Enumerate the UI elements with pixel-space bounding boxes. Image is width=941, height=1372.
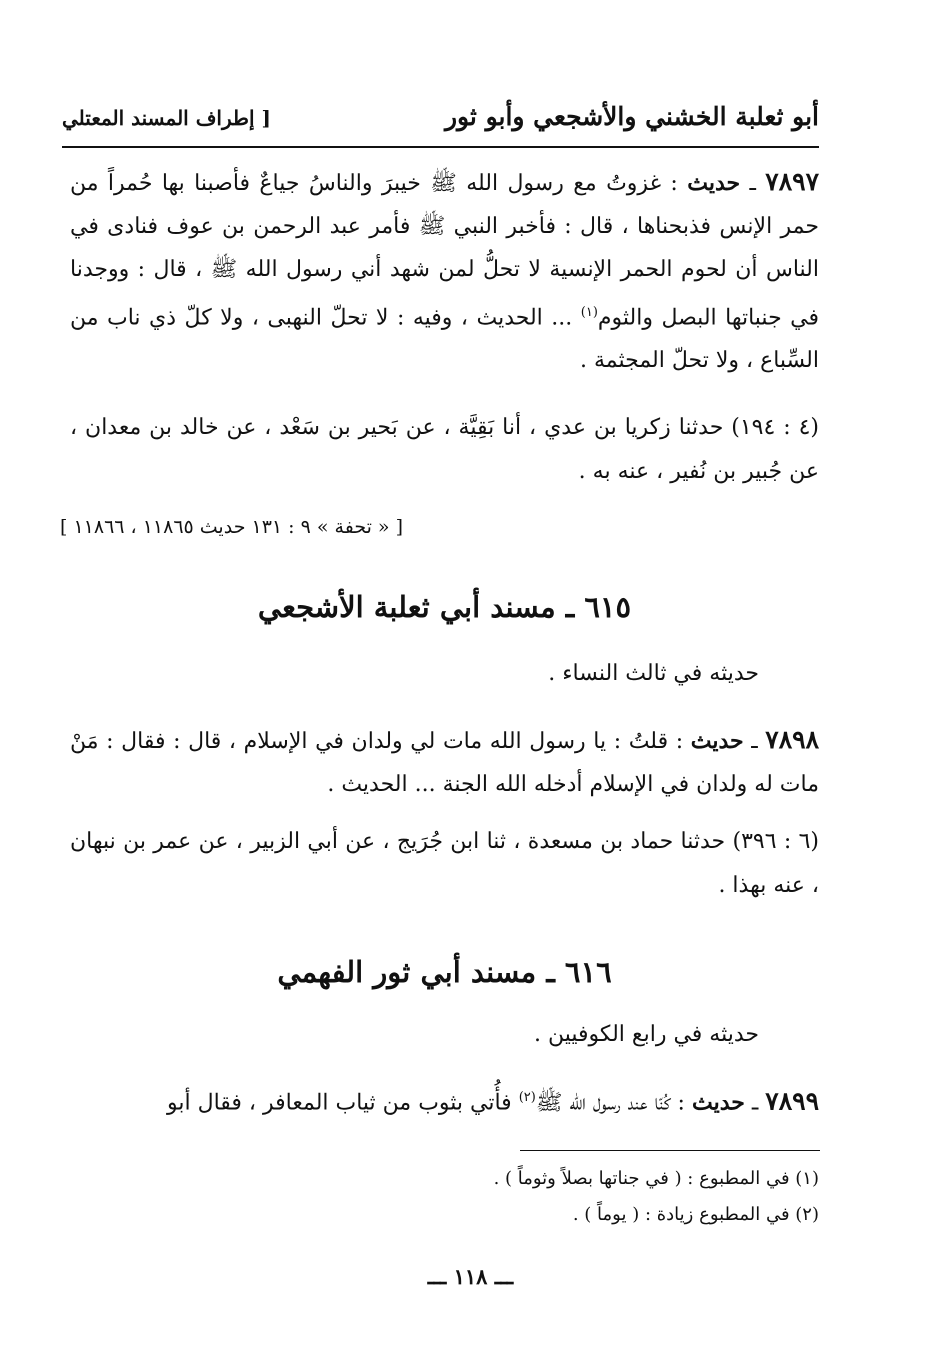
section-heading-615: ٦١٥ ـ مسند أبي ثعلبة الأشجعي <box>257 590 632 624</box>
hadith-dash: ـ <box>743 729 766 754</box>
hadith-7898 <box>70 718 819 806</box>
header-book-title: [ إطراف المسند المعتلي <box>62 106 271 130</box>
header-chapter-title: أبو ثعلبة الخشني والأشجعي وأبو ثور <box>444 102 819 131</box>
footnote-2: (٢) في المطبوع زيادة : ( يوماً ) . <box>572 1204 819 1225</box>
hadith-keyword: حديث <box>687 170 741 196</box>
header-divider <box>62 146 819 148</box>
footnote-divider <box>520 1150 820 1151</box>
hadith-text-continued: فأُتي بثوب من ثياب المعافر ، فقال أبو <box>166 1090 519 1116</box>
hadith-text: : غزوتُ مع رسول الله ﷺ خيبرَ والناسُ جياعٌ فأصبنا بها حُمراً من حمر الإنس فذبحناها ، قال : فأخبر النبي ﷺ فأمر عبد الرحمن بن عوف فنادى في الناس أن لحوم الحمر الإنسية لا تحلُّ لمن شهد أني رسول الله ﷺ ، قال : ووجدنا في جنباتها البصل والثوم <box>70 171 820 331</box>
hadith-keyword: حديث <box>690 728 744 754</box>
isnad-7898: (٦ : ٣٩٦) حدثنا حماد بن مسعدة ، ثنا ابن جُرَيج ، عن أبي الزبير ، عن عمر بن نبهان ، عنه بهذا . <box>70 829 819 898</box>
hadith-dash: ـ <box>740 171 766 196</box>
hadith-7897 <box>70 160 819 382</box>
footnote-marker: (١) <box>580 305 598 320</box>
running-header <box>62 100 819 144</box>
hadith-dash: ـ <box>744 1090 766 1116</box>
tuhfa-reference: [ « تحفة » ٩ : ١٣١ حديث ١١٨٦٥ ، ١١٨٦٦ ] <box>60 516 403 538</box>
isnad-7897: (٤ : ١٩٤) حدثنا زكريا بن عدي ، أنا بَقِيَّة ، عن بَحير بن سَعْد ، عن خالد بن معدان ، عن جُبير بن نُفير ، عنه به . <box>70 415 819 484</box>
section-subtitle-615: حديثه في ثالث النساء . <box>548 661 759 686</box>
footnote-marker: (٢) <box>518 1090 536 1105</box>
hadith-7899 <box>70 1076 819 1124</box>
footnote-1: (١) في المطبوع : ( في جناتها بصلاً وثوماً ) . <box>493 1168 819 1189</box>
hadith-text-continued: ... الحديث ، وفيه : لا تحلّ النهبى ، ولا كلّ ذي ناب من السِّباع ، ولا تحلّ المجثمة . <box>70 305 819 374</box>
hadith-number: ٧٨٩٨ <box>765 725 820 754</box>
page-number: ـــ ١١٨ ـــ <box>427 1264 514 1289</box>
section-heading-616: ٦١٦ ـ مسند أبي ثور الفهمي <box>277 955 612 989</box>
hadith-keyword: حديث <box>691 1089 745 1116</box>
hadith-text: : كُنّا عند رسول الله ﷺ <box>535 1090 692 1116</box>
hadith-number: ٧٨٩٧ <box>765 167 819 196</box>
section-subtitle-616: حديثه في رابع الكوفيين . <box>534 1022 759 1047</box>
hadith-text: : قلتُ : يا رسول الله مات لي ولدان في الإسلام ، قال : فقال : مَنْ مات له ولدان في الإسلام أدخله الله الجنة ... الحديث . <box>70 729 819 797</box>
hadith-number: ٧٨٩٩ <box>765 1086 819 1116</box>
